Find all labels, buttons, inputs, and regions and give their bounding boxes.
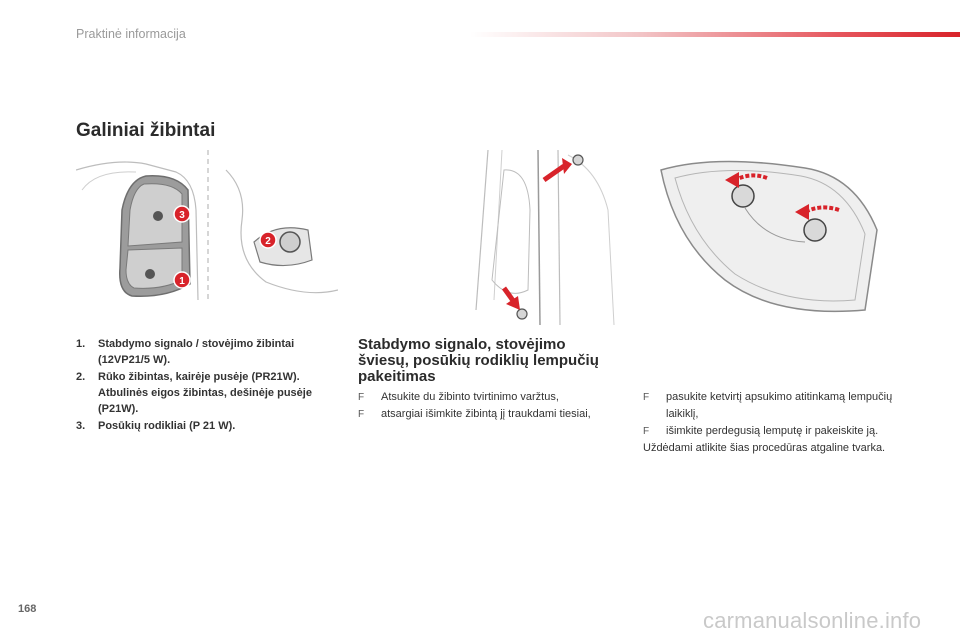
watermark: carmanualsonline.info bbox=[703, 608, 922, 633]
page-title: Galiniai žibintai bbox=[76, 120, 216, 141]
section-title: Stabdymo signalo, stovėjimo šviesų, posūkių rodiklių lempučių pakeitimas bbox=[358, 336, 599, 385]
instructions-right bbox=[643, 389, 903, 457]
legend-text: Posūkių rodikliai (P 21 W). bbox=[98, 420, 236, 432]
callout-3 bbox=[174, 206, 190, 222]
bulb-holders-diagram bbox=[655, 150, 883, 320]
tailgate-illustration bbox=[468, 150, 620, 325]
instruction-step bbox=[643, 423, 903, 440]
step-text: išimkite perdegusią lemputę ir pakeiskite ją. bbox=[666, 425, 879, 437]
legend-item bbox=[76, 418, 338, 434]
bulb-legend bbox=[76, 336, 338, 435]
bullet-marker: F bbox=[643, 426, 650, 437]
lamp-rear-illustration bbox=[655, 150, 883, 320]
legend-number: 3. bbox=[76, 420, 86, 432]
legend-item bbox=[76, 369, 338, 417]
bullet-marker: F bbox=[358, 392, 365, 403]
svg-text:3: 3 bbox=[179, 210, 185, 221]
instruction-step bbox=[643, 389, 903, 423]
tail-light-illustration bbox=[76, 150, 338, 300]
legend-text: Rūko žibintas, kairėje pusėje (PR21W). Atbulinės eigos žibintas, dešinėje pusėje (P21W). bbox=[98, 371, 312, 415]
callout-1 bbox=[174, 272, 190, 288]
instruction-step bbox=[358, 406, 628, 423]
bullet-marker: F bbox=[358, 409, 365, 420]
legend-number: 1. bbox=[76, 338, 86, 350]
section-header: Praktinė informacija bbox=[76, 27, 186, 41]
header-accent-bar bbox=[470, 32, 960, 37]
instruction-step bbox=[358, 389, 628, 406]
tailgate-screws-diagram bbox=[468, 150, 620, 325]
svg-text:1: 1 bbox=[179, 276, 185, 287]
svg-text:2: 2 bbox=[265, 236, 271, 247]
legend-text: Stabdymo signalo / stovėjimo žibintai (12VP21/5 W). bbox=[98, 338, 295, 366]
callout-2 bbox=[260, 232, 276, 248]
instructions-left bbox=[358, 389, 628, 423]
step-text: atsargiai išimkite žibintą jį traukdami tiesiai, bbox=[381, 408, 591, 420]
arrow-icon bbox=[504, 288, 520, 310]
reassembly-note: Uždėdami atlikite šias procedūras atgaline tvarka. bbox=[643, 442, 886, 454]
page-number: 168 bbox=[18, 603, 37, 615]
step-text: pasukite ketvirtį apsukimo atitinkamą lempučių laikiklį, bbox=[666, 391, 893, 420]
legend-item bbox=[76, 336, 338, 368]
bullet-marker: F bbox=[643, 392, 650, 403]
tail-light-diagram bbox=[76, 150, 338, 300]
legend-number: 2. bbox=[76, 371, 86, 383]
step-text: Atsukite du žibinto tvirtinimo varžtus, bbox=[381, 391, 559, 403]
